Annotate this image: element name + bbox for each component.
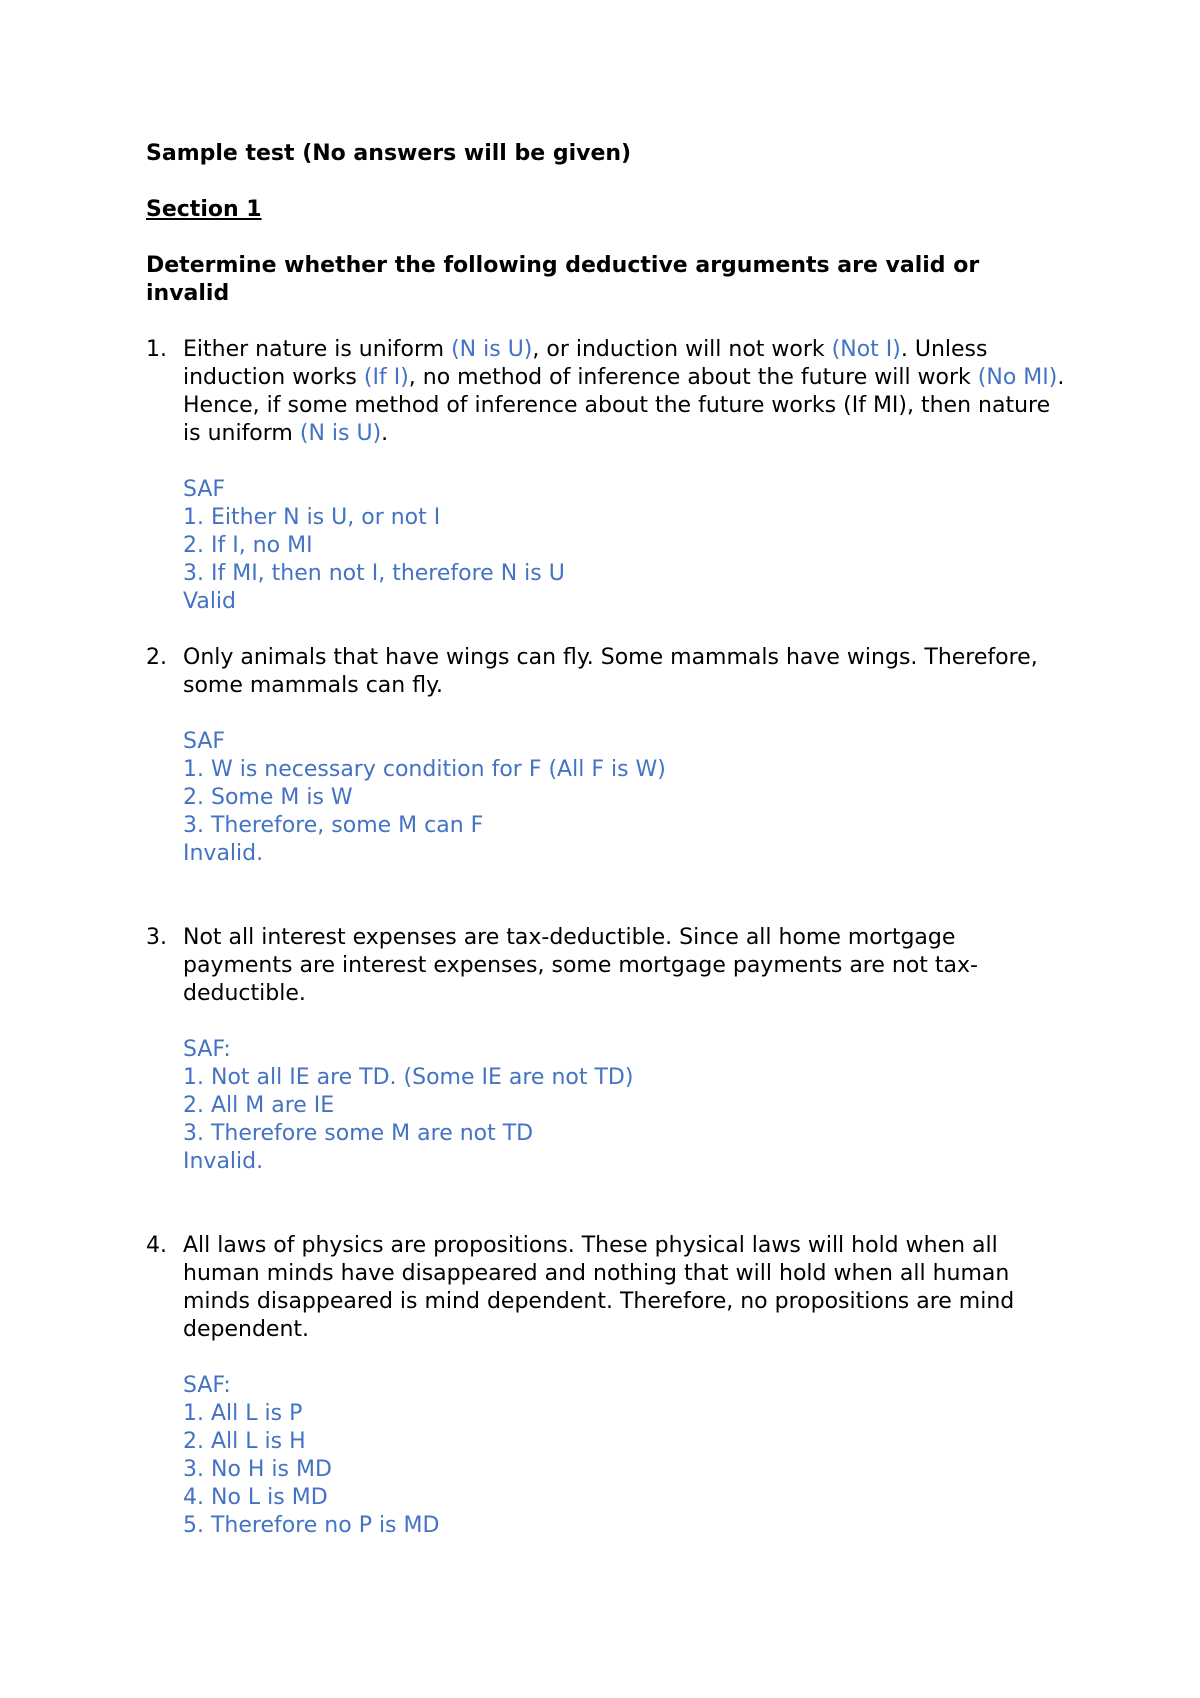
answer-line: Invalid. — [183, 841, 264, 866]
question-segment: Only animals that have wings can fly. Some mammals have wings. Therefore, some mammals can fly. — [183, 645, 1038, 698]
answer-line: 2. Some M is W — [183, 785, 353, 810]
instructions: Determine whether the following deductive arguments are valid or invalid — [146, 253, 980, 306]
answer-line: 1. All L is P — [183, 1401, 303, 1426]
answer-line: 1. Either N is U, or not I — [183, 505, 441, 530]
page-title: Sample test (No answers will be given) — [146, 141, 632, 166]
answer-line: 5. Therefore no P is MD — [183, 1513, 440, 1538]
question-block — [146, 644, 1066, 868]
answer-line: SAF — [183, 729, 226, 754]
question-text — [146, 1232, 1066, 1344]
question-number: 1. — [146, 337, 167, 362]
question-annotation: (No MI) — [977, 365, 1058, 390]
question-text — [146, 924, 1066, 1008]
answer-line: 2. All L is H — [183, 1429, 306, 1454]
answer-line: 1. Not all IE are TD. (Some IE are not TD) — [183, 1065, 634, 1090]
question-segment: Either nature is uniform — [183, 337, 452, 362]
answer-line: 2. All M are IE — [183, 1093, 335, 1118]
answer-line: Invalid. — [183, 1149, 264, 1174]
question-annotation: (If I) — [363, 365, 409, 390]
question-number: 4. — [146, 1233, 167, 1258]
question-annotation: (Not I) — [831, 337, 901, 362]
question-segment: . Unless induction works — [183, 337, 988, 390]
document-content — [146, 140, 1066, 1540]
answer-line: 3. Therefore some M are not TD — [183, 1121, 534, 1146]
question-block — [146, 924, 1066, 1176]
answer-line: SAF: — [183, 1037, 231, 1062]
answer-line: 3. If MI, then not I, therefore N is U — [183, 561, 565, 586]
answer-line: Valid — [183, 589, 237, 614]
answer-line: 2. If I, no MI — [183, 533, 313, 558]
question-block — [146, 1232, 1066, 1540]
question-segment: Not all interest expenses are tax-deductible. Since all home mortgage payments are interest expenses, some mortgage payments are not tax-deductible. — [183, 925, 978, 1006]
answer-block — [146, 1372, 1066, 1540]
question-text — [146, 336, 1066, 448]
answer-block — [146, 728, 1066, 868]
question-segment: , no method of inference about the future will work — [408, 365, 978, 390]
answer-block — [146, 1036, 1066, 1176]
question-segment: . Hence, if some method of inference about the future works (If MI), then nature is uniform — [183, 365, 1065, 446]
answer-line: SAF — [183, 477, 226, 502]
answer-line: 3. No H is MD — [183, 1457, 332, 1482]
question-number: 2. — [146, 645, 167, 670]
section-heading: Section 1 — [146, 197, 262, 222]
answer-line: SAF: — [183, 1373, 231, 1398]
answer-block — [146, 476, 1066, 616]
answer-line: 3. Therefore, some M can F — [183, 813, 484, 838]
question-segment: All laws of physics are propositions. These physical laws will hold when all human minds have disappeared and nothing that will hold when all human minds disappeared is mind dependent. Therefore, no propositions are mind dependent. — [183, 1233, 1015, 1342]
question-segment: . — [381, 421, 389, 446]
answer-line: 1. W is necessary condition for F (All F is W) — [183, 757, 666, 782]
answer-line: 4. No L is MD — [183, 1485, 328, 1510]
question-list — [146, 336, 1066, 1540]
question-annotation: (N is U) — [451, 337, 533, 362]
question-text — [146, 644, 1066, 700]
question-segment: , or induction will not work — [532, 337, 832, 362]
question-number: 3. — [146, 925, 167, 950]
question-annotation: (N is U) — [299, 421, 382, 446]
question-block — [146, 336, 1066, 616]
